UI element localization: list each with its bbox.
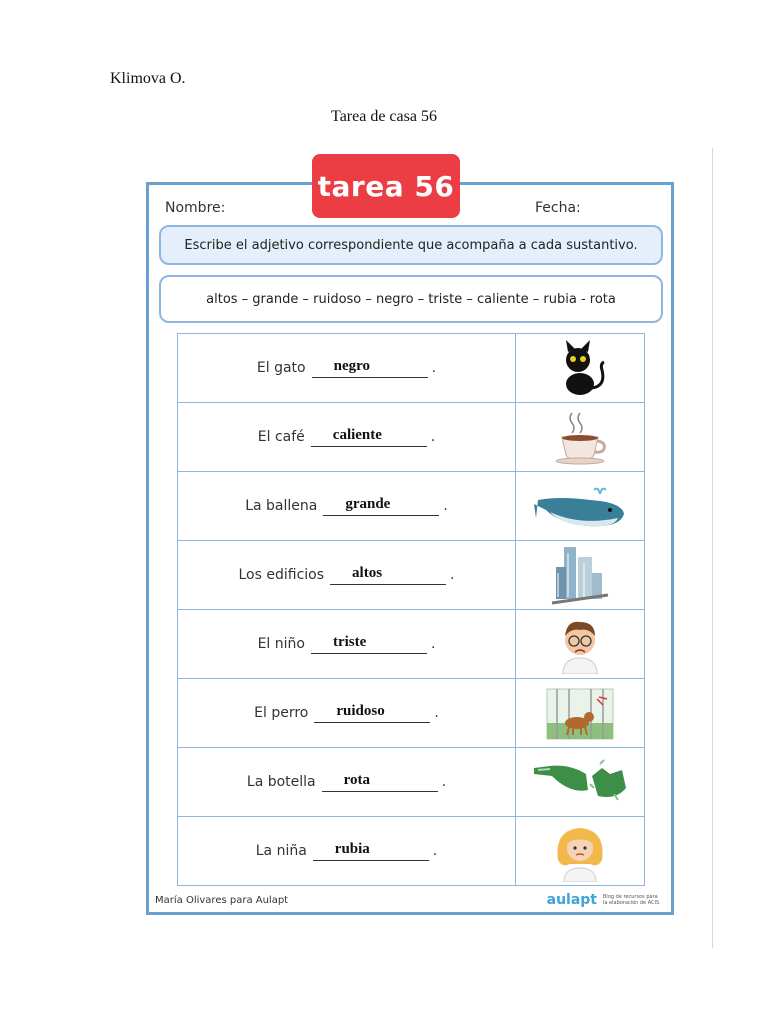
author-name: Klimova O. (110, 70, 186, 87)
page-edge-divider (712, 148, 713, 948)
answer-blank (322, 773, 438, 792)
table-row (178, 817, 644, 885)
noun-label: La botella (246, 774, 316, 790)
sentence-cell: El niño triste . (178, 610, 516, 678)
whale-icon (516, 472, 644, 540)
table-row (178, 472, 644, 541)
barking-dog-icon (516, 679, 644, 747)
logo-mark: aulapt (546, 892, 597, 908)
noun-label: La ballena (245, 498, 318, 514)
answer-text: caliente (332, 426, 382, 443)
exercise-table (177, 333, 645, 886)
hot-coffee-cup-icon (516, 403, 644, 471)
sentence-cell: El café caliente . (178, 403, 516, 471)
answer-blank (330, 566, 446, 585)
footer-credit: María Olivares para Aulapt (155, 895, 289, 906)
black-cat-icon (516, 334, 644, 402)
answer-blank (314, 704, 430, 723)
answer-text: grande (345, 495, 391, 512)
word-bank-text: altos – grande – ruidoso – negro – triste – caliente – rubia - rota (206, 291, 616, 307)
answer-blank (311, 428, 427, 447)
logo-note: Blog de recursos para la elaboración de ACIS (603, 894, 660, 906)
table-row (178, 748, 644, 817)
noun-label: El niño (257, 636, 305, 652)
noun-label: El perro (254, 705, 309, 721)
answer-blank (323, 497, 439, 516)
answer-text: ruidoso (336, 702, 385, 719)
broken-bottle-icon (516, 748, 644, 816)
answer-text: altos (352, 564, 383, 581)
aulapt-logo (547, 892, 663, 908)
table-row (178, 610, 644, 679)
table-row (178, 541, 644, 610)
sentence-cell: La ballena grande . (178, 472, 516, 540)
sentence-cell: La botella rota . (178, 748, 516, 816)
worksheet (146, 182, 674, 915)
noun-label: Los edificios (238, 567, 325, 583)
tarea-badge: tarea 56 (312, 154, 460, 218)
table-row (178, 679, 644, 748)
answer-blank (313, 842, 429, 861)
sentence-cell: La niña rubia . (178, 817, 516, 885)
sentence-cell: Los edificios altos . (178, 541, 516, 609)
noun-label: El gato (256, 360, 306, 376)
name-label: Nombre: (165, 200, 226, 216)
table-row (178, 334, 644, 403)
instruction-box (159, 225, 663, 265)
sentence-cell: El perro ruidoso . (178, 679, 516, 747)
noun-label: El café (257, 429, 305, 445)
answer-blank (311, 635, 427, 654)
noun-label: La niña (255, 843, 307, 859)
answer-text: triste (332, 633, 367, 650)
sad-boy-icon (516, 610, 644, 678)
document-title: Tarea de casa 56 (331, 108, 437, 125)
answer-text: rubia (334, 840, 370, 857)
table-row (178, 403, 644, 472)
word-bank (159, 275, 663, 323)
answer-text: negro (333, 357, 371, 374)
tall-buildings-icon (516, 541, 644, 609)
sentence-cell: El gato negro . (178, 334, 516, 402)
answer-text: rota (343, 771, 371, 788)
date-label: Fecha: (535, 200, 581, 216)
blonde-girl-icon (516, 817, 644, 885)
answer-blank (312, 359, 428, 378)
instruction-text: Escribe el adjetivo correspondiente que acompaña a cada sustantivo. (184, 237, 638, 253)
